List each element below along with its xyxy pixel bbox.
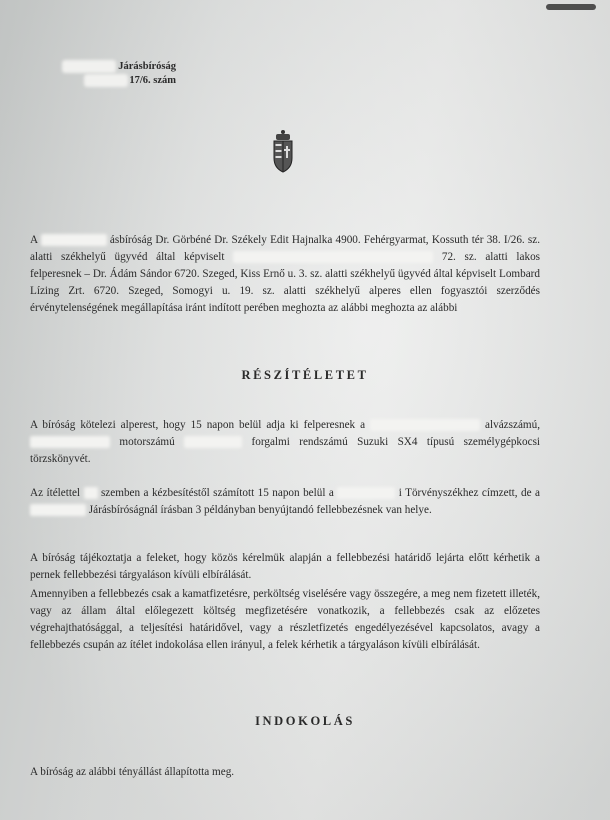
hungarian-coat-of-arms-icon: [272, 128, 294, 174]
text-b: ásbíróság Dr. Görbéné Dr. Székely Edit Hajnalka 4900. Fehérgyarmat, Kossuth tér 38. I/26. sz. alatti székhelyű ügyvéd által képviselt: [30, 234, 541, 263]
scan-edge-mark: [546, 4, 596, 10]
redaction: [30, 436, 110, 448]
text-b: alvázszámú,: [485, 419, 541, 431]
redaction: [41, 234, 107, 246]
redaction: [337, 487, 395, 499]
text-b: szemben a kézbesítéstől számított 15 napon belül a: [100, 487, 334, 499]
case-number-line: [16, 74, 176, 88]
heading-reszitelet: RÉSZÍTÉLETET: [241, 368, 369, 382]
text-d: forgalmi rendszámú Suzuki SX4 típusú személygépkocsi törzskönyvét.: [30, 436, 541, 465]
redaction: [84, 74, 128, 87]
obligation-paragraph: [30, 417, 540, 468]
text-d: Járásbíróságnál írásban 3 példányban benyújtandó fellebbezésnek van helye.: [88, 504, 432, 516]
information-paragraph: A bíróság tájékoztatja a feleket, hogy közös kérelmük alapján a fellebbezési határidő lejárta előtt kérhetik a pernek fellebbezési tárgyaláson kívüli elbírálását.: [30, 552, 540, 581]
redaction: [370, 419, 480, 431]
redaction: [233, 251, 433, 263]
facts-paragraph: A bíróság az alábbi tényállást állapította meg.: [30, 766, 235, 778]
text-a: Az ítélettel: [30, 487, 81, 499]
text-c: motorszámú: [119, 436, 175, 448]
text-a: A: [30, 234, 38, 246]
case-number: 17/6. szám: [129, 75, 176, 86]
redaction: [184, 436, 242, 448]
redaction: [62, 60, 116, 73]
redaction: [30, 504, 86, 516]
court-line: [16, 60, 176, 74]
text-c: 72. sz. alatti lakos felperesnek – Dr. Ádám Sándor 6720. Szeged, Kiss Ernő u. 3. sz. alatti székhelyű ügyvéd által képviselt Lombard Lízing Zrt. 6720. Szeged, Somogyi u. 19. sz. alatti székhelyű alperes ellen fogyasztói szerződés érvénytelenségének megállapítása iránt indított perében meghozta az alábbi meghozta az alábbi: [30, 251, 541, 314]
redaction: [84, 487, 98, 499]
text-c: i Törvényszékhez címzett, de a: [398, 487, 541, 499]
text-a: A bíróság kötelezi alperest, hogy 15 napon belül adja ki felperesnek a: [30, 419, 366, 431]
appeal-paragraph: [30, 485, 540, 519]
intro-paragraph: [30, 232, 540, 317]
court-name: Járásbíróság: [118, 61, 176, 72]
conditions-paragraph: Amennyiben a fellebbezés csak a kamatfizetésre, perköltség viselésére vagy összegére, a meg nem fizetett illeték, vagy az állam által előlegezett költség megfizetésére vonatkozik, a fellebbezés csak az előzetes végrehajthatósággal, a teljesítési határidővel, vagy a részletfizetés engedélyezésével kapcsolatos, avagy a fellebbezés csupán az ítélet indokolása ellen irányul, a felek kérhetik a tárgyaláson kívüli elbírálását.: [30, 588, 540, 651]
case-header: [16, 60, 176, 88]
heading-indokolas: INDOKOLÁS: [255, 714, 355, 728]
